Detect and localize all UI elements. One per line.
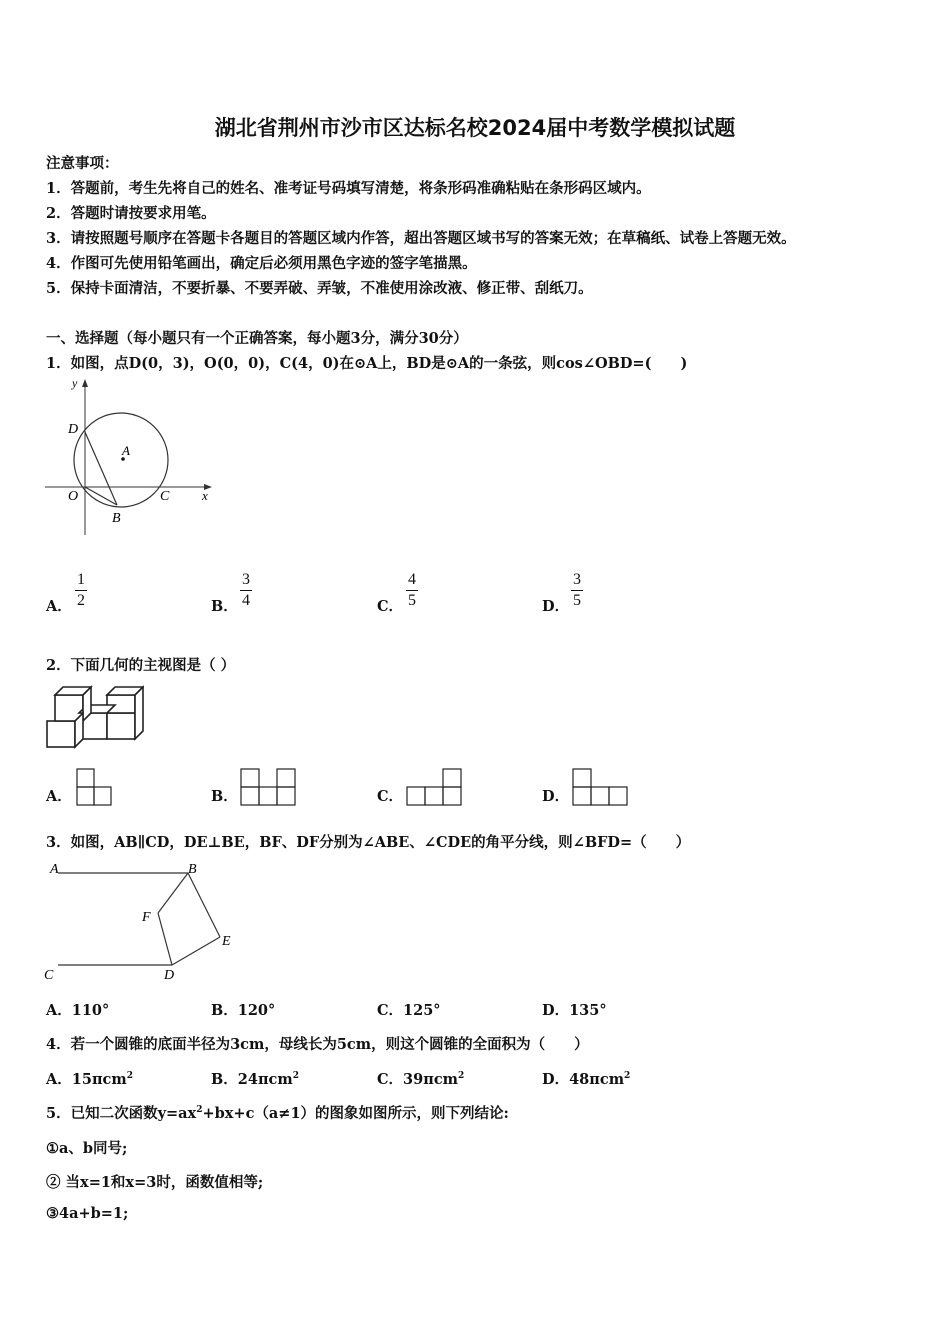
q4-option-d: D．48πcm$^2$ [542,1071,631,1088]
q4-option-b: B．24πcm$^2$ [211,1071,299,1088]
q2-option-d: D． [542,788,570,805]
q1-option-c-fraction: $\frac{4}{5}$ [408,571,416,609]
q1-option-a-fraction: $\frac{1}{2}$ [77,571,85,609]
q3-option-c: C．125° [377,1002,441,1019]
label-D: D [68,422,79,437]
q1-option-b-fraction: $\frac{3}{4}$ [242,571,250,609]
notice-heading: 注意事项： [46,155,119,172]
label-E: E [222,934,231,949]
label-y: y [72,376,78,390]
q4-option-a: A．15πcm$^2$ [46,1071,133,1088]
question-3-text: 3．如图，AB∥CD，DE⊥BE，BF、DF分别为∠ABE、∠CDE的角平分线，则∠BFD=（ ） [46,834,691,851]
q3-option-d: D．135° [542,1002,607,1019]
q2-option-d-view [572,768,632,808]
q1-option-d-letter: D． [542,598,570,615]
q1-circle-figure [40,375,220,545]
notice-item: 5．保持卡面清洁，不要折暴、不要弄破、弄皱，不准使用涂改液、修正带、刮纸刀。 [46,280,593,297]
q1-option-b-letter: B． [211,598,238,615]
label-B: B [112,511,121,526]
question-4-text: 4．若一个圆锥的底面半径为3cm，母线长为5cm，则这个圆锥的全面积为（ ） [46,1036,589,1053]
q2-option-c-view [406,768,466,808]
label-F: F [142,910,151,925]
q5-statement: ③4a+b=1; [46,1205,129,1222]
label-D: D [164,968,175,983]
q4-option-c: C．39πcm$^2$ [377,1071,465,1088]
q3-parallel-figure [40,855,250,985]
q2-option-b: B． [211,788,238,805]
question-5-text: 5．已知二次函数$y=ax^2+bx+c(a\ne 1)$的图象如图所示，则下列结论: [46,1105,509,1122]
q3-option-a: A．110° [46,1002,110,1019]
q5-statement: ② 当x=1和x=3时，函数值相等; [46,1174,264,1191]
q2-option-c: C． [377,788,404,805]
label-C: C [160,489,170,504]
q1-option-d-fraction: $\frac{3}{5}$ [573,571,581,609]
q2-cube-figure [44,683,144,753]
question-1-text: 1．如图，点D(0，3)，O(0，0)，C(4，0)在⊙A上，BD是⊙A的一条弦，则cos∠OBD=( ) [46,355,688,372]
q2-option-a: A． [46,788,72,805]
q1-option-a-letter: A． [46,598,72,615]
label-A: A [122,443,130,458]
label-A: A [50,862,59,877]
q2-option-b-view [240,768,300,808]
q1-option-c-letter: C． [377,598,404,615]
question-2-text: 2．下面几何的主视图是（ ） [46,657,236,674]
q2-option-a-view [76,768,116,808]
label-B: B [188,862,197,877]
notice-item: 2．答题时请按要求用笔。 [46,205,216,222]
notice-item: 1．答题前，考生先将自己的姓名、准考证号码填写清楚，将条形码准确粘贴在条形码区域内。 [46,180,651,197]
section-heading: 一、选择题（每小题只有一个正确答案，每小题3分，满分30分） [46,330,468,347]
q3-option-b: B．120° [211,1002,276,1019]
label-x: x [202,488,208,503]
notice-item: 3．请按照题号顺序在答题卡各题目的答题区域内作答，超出答题区域书写的答案无效；在草稿纸、试卷上答题无效。 [46,230,796,247]
page-title: 湖北省荆州市沙市区达标名校2024届中考数学模拟试题 [214,116,736,140]
label-C: C [44,968,54,983]
q5-statement: ①a、b同号; [46,1140,128,1157]
notice-item: 4．作图可先使用铅笔画出，确定后必须用黑色字迹的签字笔描黑。 [46,255,477,272]
label-O: O [68,489,79,504]
